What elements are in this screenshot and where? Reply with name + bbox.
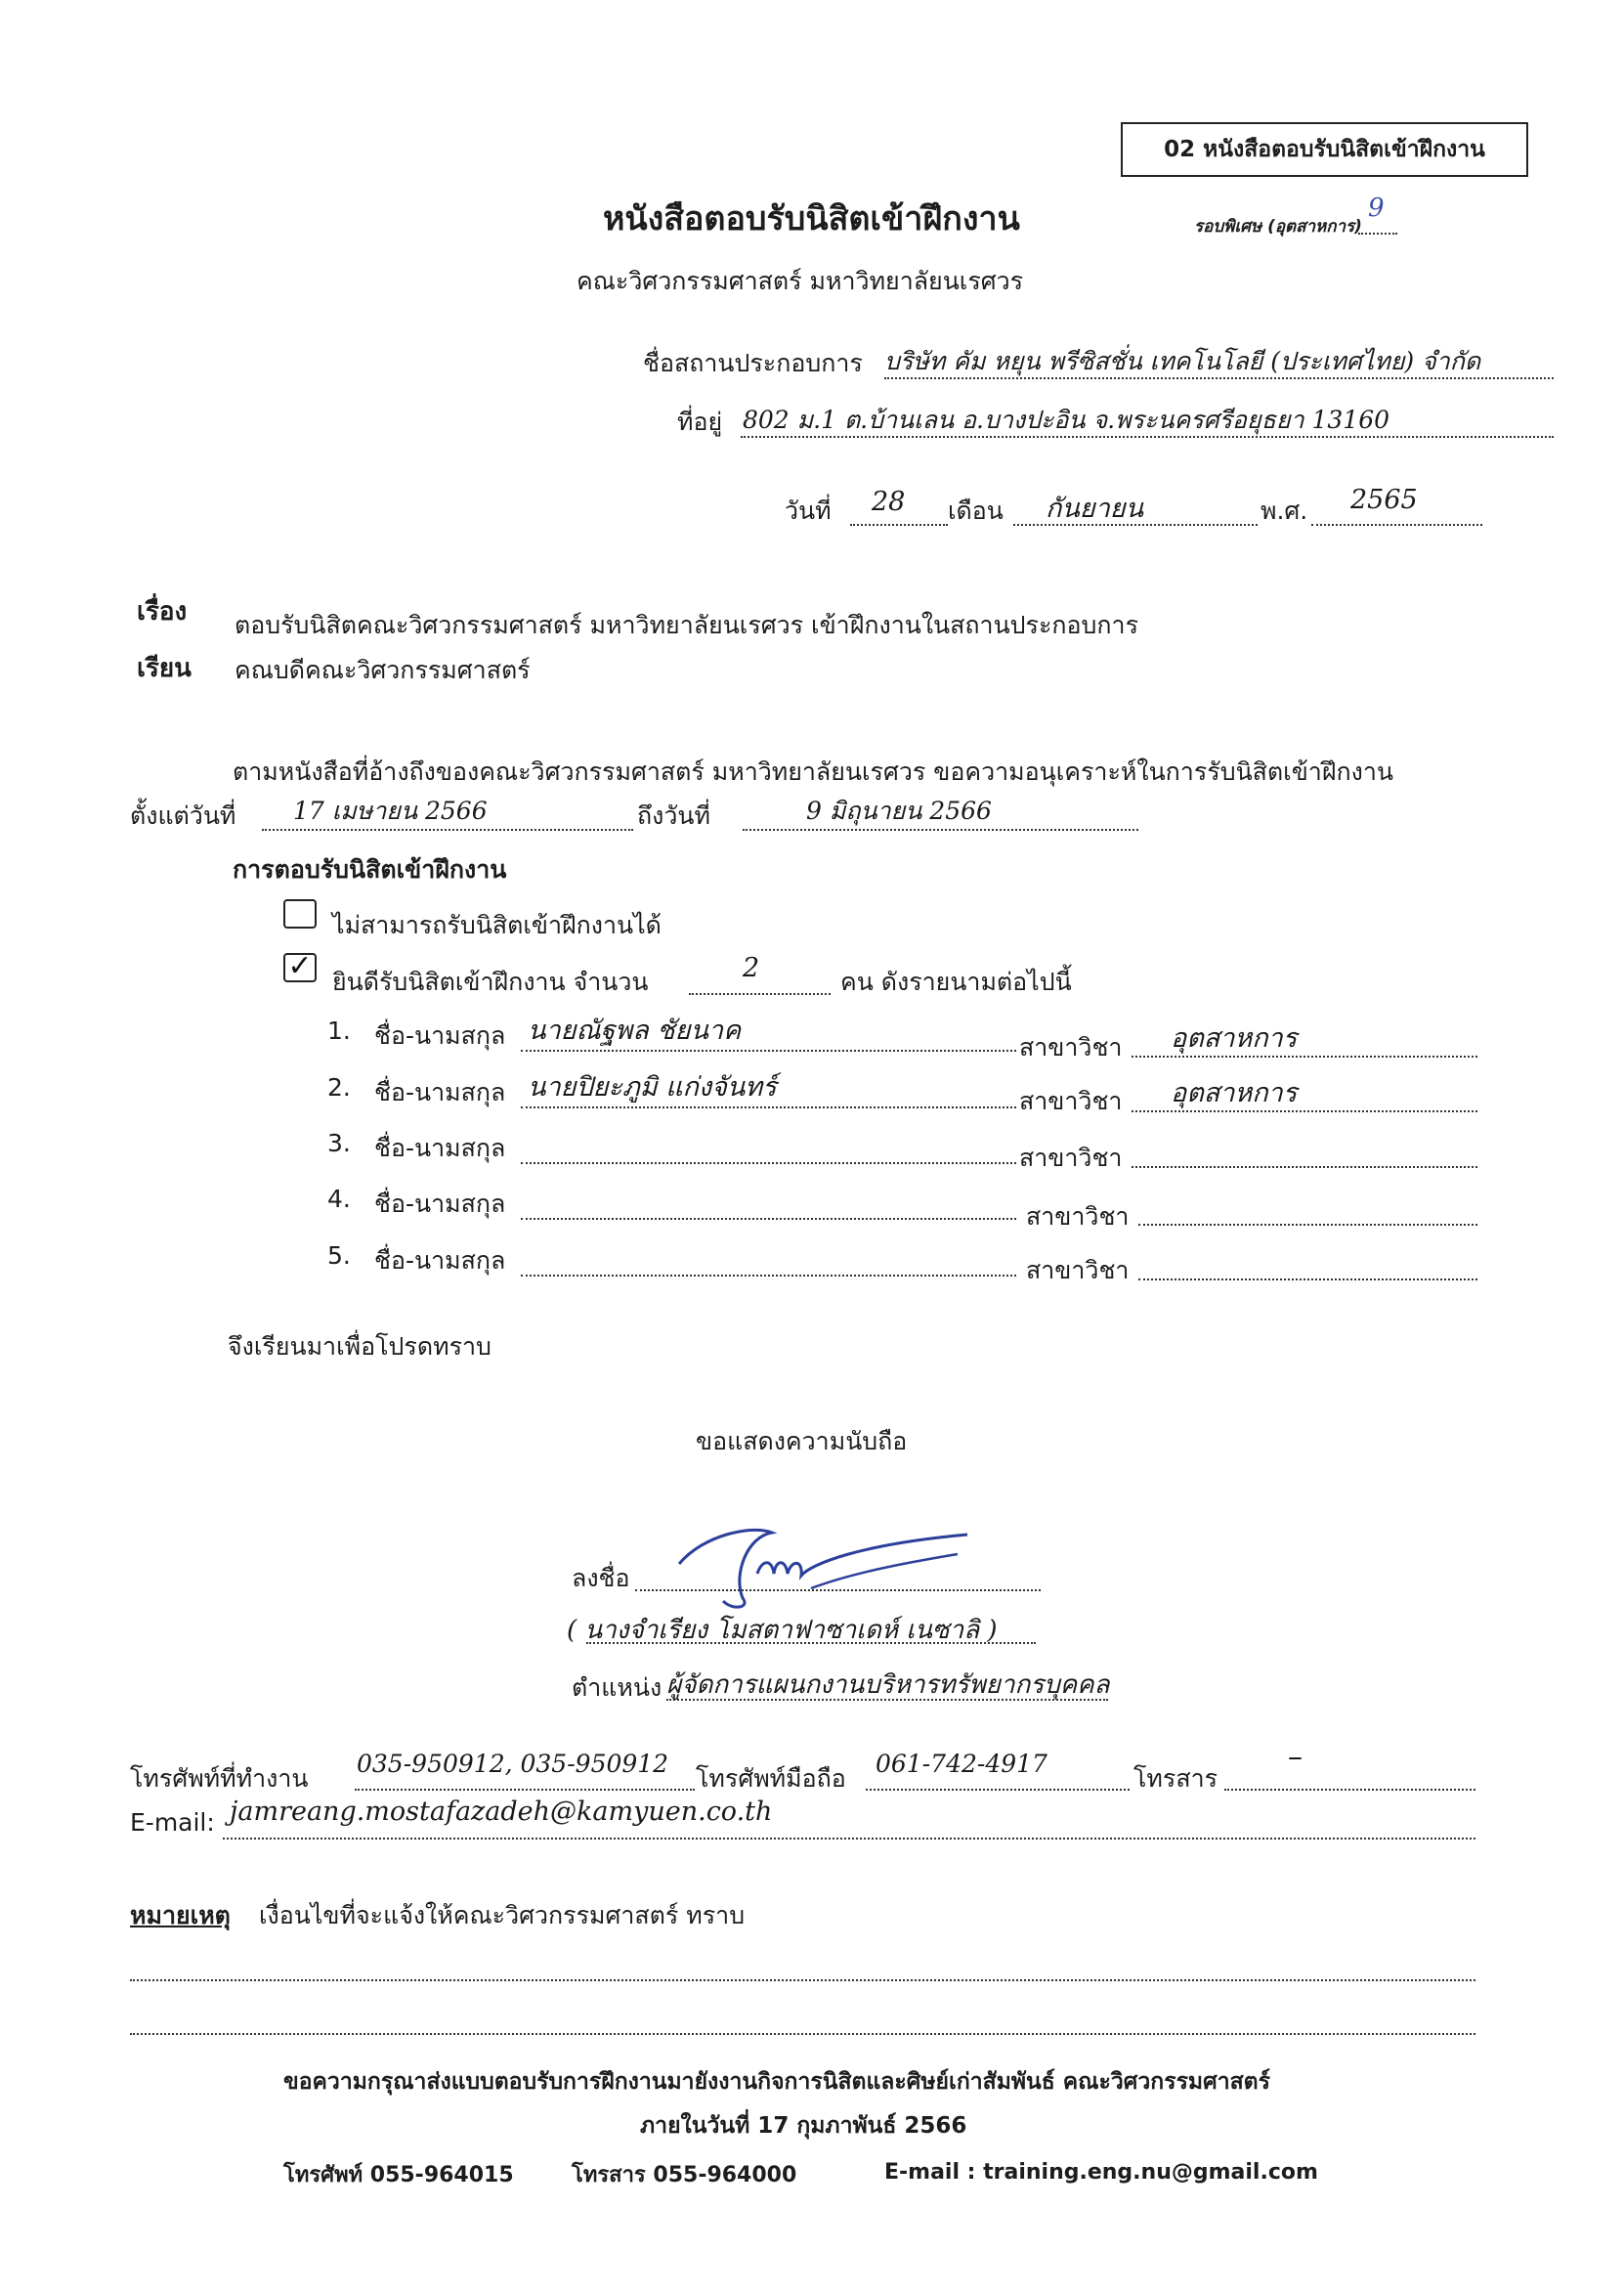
student-name-value: นายณัฐพล ชัยนาค [528, 1016, 742, 1046]
student-name-label: ชื่อ-นามสกุล [374, 1021, 506, 1050]
regards-text: ขอแสดงความนับถือ [696, 1427, 908, 1455]
date-year-dots [1311, 524, 1482, 526]
student-major-dots [1138, 1278, 1477, 1280]
note-dots-line-1 [130, 1979, 1475, 1981]
subject-label: เรื่อง [137, 597, 188, 627]
body-text: ตามหนังสือที่อ้างถึงของคณะวิศวกรรมศาสตร์ มหาวิทยาลัยนเรศวร ขอความอนุเคราะห์ในการรับนิสิตเข้าฝึกงาน [233, 758, 1393, 786]
work-phone-value: 035-950912, 035-950912 [357, 1750, 669, 1778]
period-to-label: ถึงวันที่ [637, 801, 710, 830]
footer-email: E-mail : training.eng.nu@gmail.com [884, 2160, 1318, 2185]
mobile-dots [866, 1789, 1130, 1791]
student-num: 2. [327, 1073, 351, 1102]
footer-fax: โทรสาร 055-964000 [572, 2163, 797, 2187]
student-major-value: อุตสาหการ [1171, 1023, 1298, 1054]
to-label: เรียน [137, 654, 192, 683]
fax-label: โทรสาร [1133, 1764, 1218, 1793]
signer-name: ( นางจำเรียง โมสตาฟาซาเดห์ เนซาลิ ) [567, 1616, 998, 1645]
student-major-label: สาขาวิชา [1019, 1144, 1123, 1172]
student-num: 1. [327, 1017, 351, 1045]
document-title: หนังสือตอบรับนิสิตเข้าฝึกงาน [603, 199, 1020, 238]
student-major-dots [1132, 1166, 1477, 1168]
fax-value: – [1288, 1740, 1303, 1774]
faculty-line: คณะวิศวกรรมศาสตร์ มหาวิทยาลัยนเรศวร [577, 267, 1024, 295]
student-name-value: นายปิยะภูมิ แก่งจันทร์ [528, 1072, 777, 1103]
work-phone-label: โทรศัพท์ที่ทำงาน [130, 1764, 309, 1793]
company-name-label: ชื่อสถานประกอบการ [643, 349, 863, 377]
period-from-value: 17 เมษายน 2566 [293, 797, 488, 825]
accept-count-dots [689, 993, 831, 995]
period-to-value: 9 มิถุนายน 2566 [806, 797, 992, 825]
reject-checkbox[interactable] [283, 899, 317, 929]
accept-count-value: 2 [743, 953, 760, 983]
date-month-label: เดือน [948, 497, 1004, 525]
company-name-value: บริษัท คัม หยุน พรีซิสชั่น เทคโนโลยี (ประเทศไทย) จำกัด [884, 347, 1481, 375]
footer-line-1: ขอความกรุณาส่งแบบตอบรับการฝึกงานมายังงานกิจการนิสิตและศิษย์เก่าสัมพันธ์ คณะวิศวกรรมศาสตร์ [283, 2069, 1270, 2095]
signer-dots [586, 1642, 1036, 1644]
form-code-box: 02 หนังสือตอบรับนิสิตเข้าฝึกงาน [1121, 122, 1528, 177]
company-address-value: 802 ม.1 ต.บ้านเลน อ.บางปะอิน จ.พระนครศรีอยุธยา 13160 [743, 406, 1389, 434]
round-label: รอบพิเศษ (อุตสาหการ) [1194, 217, 1362, 237]
work-phone-dots [355, 1789, 695, 1791]
student-major-value: อุตสาหการ [1171, 1078, 1298, 1108]
date-day-label: วันที่ [785, 497, 832, 525]
date-month-value: กันยายน [1046, 494, 1144, 524]
signature-scribble [664, 1505, 977, 1613]
note-text: เงื่อนไขที่จะแจ้งให้คณะวิศวกรรมศาสตร์ ทราบ [259, 1901, 746, 1929]
mobile-value: 061-742-4917 [876, 1750, 1047, 1778]
student-name-dots [521, 1162, 1016, 1164]
student-num: 5. [327, 1241, 351, 1270]
to-text: คณบดีคณะวิศวกรรมศาสตร์ [235, 656, 531, 684]
student-num: 4. [327, 1185, 351, 1213]
acceptance-heading: การตอบรับนิสิตเข้าฝึกงาน [233, 855, 507, 884]
student-name-dots [521, 1218, 1016, 1220]
date-day-value: 28 [872, 487, 906, 517]
student-name-label: ชื่อ-นามสกุล [374, 1134, 506, 1162]
student-major-label: สาขาวิชา [1026, 1256, 1130, 1284]
email-dots [223, 1838, 1475, 1840]
footer-phone: โทรศัพท์ 055-964015 [283, 2163, 514, 2187]
period-from-label: ตั้งแต่วันที่ [130, 801, 236, 830]
student-major-dots [1138, 1224, 1477, 1226]
subject-text: ตอบรับนิสิตคณะวิศวกรรมศาสตร์ มหาวิทยาลัยนเรศวร เข้าฝึกงานในสถานประกอบการ [235, 611, 1139, 639]
fax-dots [1224, 1789, 1475, 1791]
sign-dots [635, 1589, 1041, 1591]
student-major-label: สาขาวิชา [1026, 1202, 1130, 1231]
student-major-label: สาขาวิชา [1019, 1033, 1123, 1061]
round-dots [1358, 233, 1397, 235]
position-label: ตำแหน่ง [572, 1673, 662, 1702]
position-value: ผู้จัดการแผนกงานบริหารทรัพยากรบุคคล [666, 1670, 1110, 1700]
closing-text: จึงเรียนมาเพื่อโปรดทราบ [228, 1332, 491, 1361]
date-year-value: 2565 [1350, 485, 1418, 515]
round-value: 9 [1368, 194, 1385, 223]
student-name-label: ชื่อ-นามสกุล [374, 1190, 506, 1218]
company-address-label: ที่อยู่ [677, 408, 723, 436]
email-label: E-mail: [130, 1808, 215, 1837]
student-name-label: ชื่อ-นามสกุล [374, 1246, 506, 1275]
note-dots-line-2 [130, 2033, 1475, 2035]
note-label: หมายเหตุ [130, 1901, 231, 1929]
option-reject-label: ไม่สามารถรับนิสิตเข้าฝึกงานได้ [332, 911, 662, 939]
email-value: jamreang.mostafazadeh@kamyuen.co.th [230, 1797, 773, 1827]
accept-checkbox[interactable]: ✓ [283, 953, 317, 982]
footer-line-2: ภายในวันที่ 17 กุมภาพันธ์ 2566 [640, 2113, 967, 2139]
date-year-label: พ.ศ. [1261, 497, 1308, 525]
mobile-label: โทรศัพท์มือถือ [696, 1764, 846, 1793]
student-num: 3. [327, 1129, 351, 1157]
student-major-label: สาขาวิชา [1019, 1087, 1123, 1115]
sign-label: ลงชื่อ [572, 1564, 630, 1592]
date-day-dots [850, 524, 948, 526]
student-name-label: ชื่อ-นามสกุล [374, 1078, 506, 1106]
student-name-dots [521, 1275, 1016, 1277]
option-accept-suffix: คน ดังรายนามต่อไปนี้ [840, 968, 1072, 996]
option-accept-prefix: ยินดีรับนิสิตเข้าฝึกงาน จำนวน [332, 968, 649, 996]
